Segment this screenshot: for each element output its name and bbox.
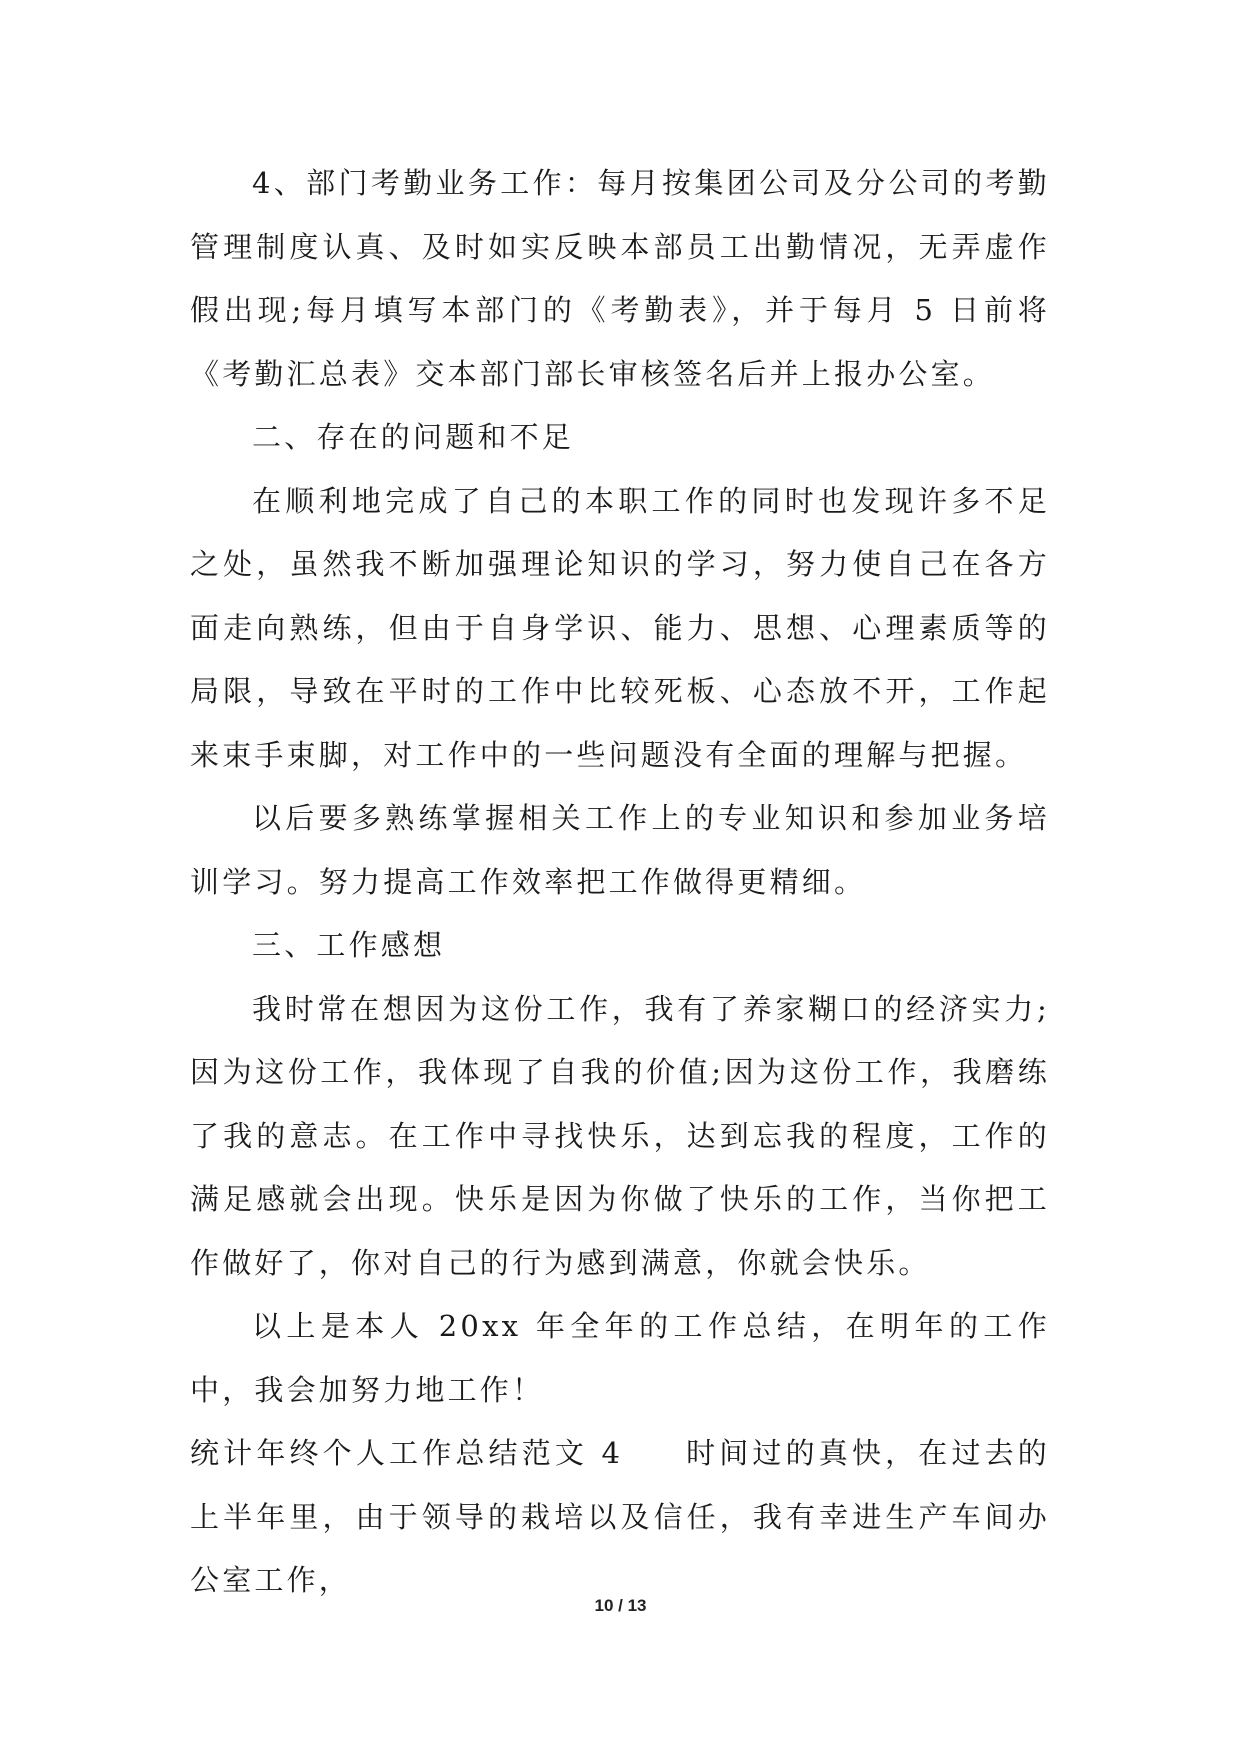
- heading-problems: 二、存在的问题和不足: [252, 420, 575, 454]
- section-paragraph: [190, 1422, 1050, 1613]
- paragraph-reflections: 我时常在想因为这份工作，我有了养家糊口的经济实力;因为这份工作，我体现了自我的价值;因为这份工作，我磨练了我的意志。在工作中寻找快乐，达到忘我的程度，工作的满足感就会出现。快乐是因为你做了快乐的工作，当你把工作做好了，你对自己的行为感到满意，你就会快乐。: [190, 991, 1050, 1280]
- section-title: 统计年终个人工作总结范文 4: [190, 1436, 624, 1470]
- page-number: 10 / 13: [594, 1596, 647, 1615]
- paragraph-future-study: 以后要多熟练掌握相关工作上的专业知识和参加业务培训学习。努力提高工作效率把工作做得更精细。: [190, 801, 1050, 899]
- section-text: 时间过的真快，在过去的上半年里，由于领导的栽培以及信任，我有幸进生产车间办公室工作，: [190, 1436, 1050, 1597]
- heading-reflections: 三、工作感想: [252, 928, 446, 962]
- paragraph-shortcomings: 在顺利地完成了自己的本职工作的同时也发现许多不足之处，虽然我不断加强理论知识的学习，努力使自己在各方面走向熟练，但由于自身学识、能力、思想、心理素质等的局限，导致在平时的工作中比较死板、心态放不开，工作起来束手束脚，对工作中的一些问题没有全面的理解与把握。: [190, 483, 1050, 772]
- paragraph-conclusion: 以上是本人 20xx 年全年的工作总结，在明年的工作中，我会加努力地工作！: [190, 1309, 1050, 1407]
- paragraph-attendance: 4、部门考勤业务工作：每月按集团公司及分公司的考勤管理制度认真、及时如实反映本部员工出勤情况，无弄虚作假出现;每月填写本部门的《考勤表》，并于每月 5 日前将《考勤汇总表》交本部门部长审核签名后并上报办公室。: [190, 166, 1050, 391]
- document-body: [190, 152, 1050, 1613]
